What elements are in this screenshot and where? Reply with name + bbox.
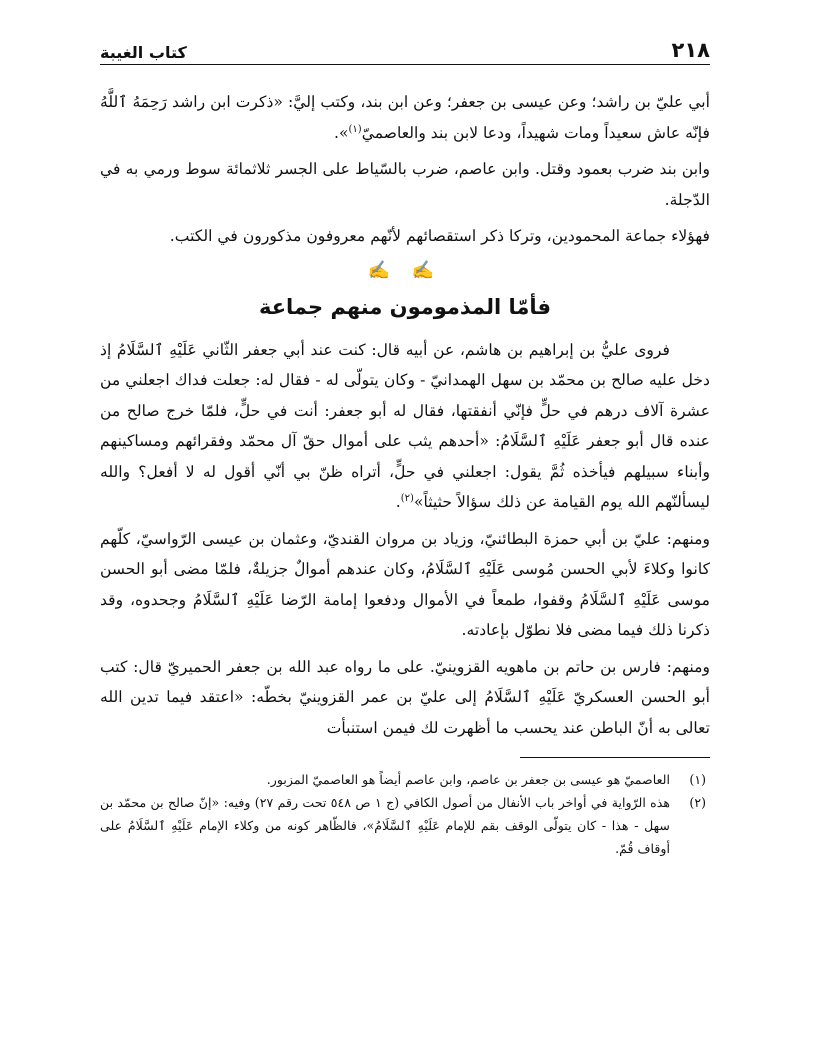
page-number: ٢١٨ xyxy=(671,38,710,62)
paragraph-3: فهؤلاء جماعة المحمودين، وتركا ذكر استقصائهم لأنّهم معروفون مذكورون في الكتب. xyxy=(169,227,710,245)
footnote-ref-1[interactable]: (١) xyxy=(348,123,362,135)
ornament-divider: ✍ ✍ xyxy=(367,259,443,281)
book-page xyxy=(100,28,710,1038)
footnote-text: العاصميّ هو عيسى بن جعفر بن عاصم، وابن عاصم أيضاً هو العاصميّ المزبور. xyxy=(266,772,670,787)
footnote-2 xyxy=(100,791,710,860)
paragraph-1-text: أبي عليّ بن راشد؛ وعن عيسى بن جعفر؛ وعن ابن بند، وكتب إليَّ: «ذكرت ابن راشد رَحِمَهُ ٱللَّهُ فإنّه عاش سعيداً ومات شهيداً، ودعا لابن بند والعاصميّ xyxy=(100,93,710,142)
footnote-text: هذه الرّواية في أواخر باب الأنفال من أصول الكافي (ج ١ ص ٥٤٨ تحت رقم ٢٧) وفيه: «إنّ صالح بن محمّد بن سهل - هذا - كان يتولّى الوقف بقم للإمام عَلَيْهِ ٱلسَّلَامُ»، فالظّاهر كونه من وكلاء الإمام عَلَيْهِ ٱلسَّلَامُ على أوقاف قُمّ. xyxy=(100,795,671,856)
section-heading: فأمّا المذمومون منهم جماعة xyxy=(258,294,552,319)
page-header xyxy=(100,28,710,65)
footnote-1 xyxy=(100,768,710,791)
running-title: كتاب الغيبة xyxy=(100,43,187,62)
paragraph-2: وابن بند ضرب بعمود وقتل. وابن عاصم، ضرب بالسّياط على الجسر ثلاثمائة سوط ورمي به في الدّجلة. xyxy=(100,160,710,209)
footnote-ref-2[interactable]: (٢) xyxy=(400,492,414,504)
paragraph-1-tail: ». xyxy=(334,123,349,142)
paragraph-5: ومنهم: عليّ بن أبي حمزة البطائنيّ، وزياد بن مروان القنديّ، وعثمان بن عيسى الرّواسيّ، كلّهم كانوا وكلاءَ لأبي الحسن مُوسى عَلَيْهِ ٱلسَّلَامُ، وكان عندهم أموالٌ جزيلةٌ، فلمّا مضى أبو الحسن موسى عَلَيْهِ ٱلسَّلَامُ وقفوا، طمعاً في الأموال ودفعوا إمامة الرّضا عَلَيْهِ ٱلسَّلَامُ وجحدوه، وقد ذكرنا ذلك فيما مضى فلا نطوّل بإعادته. xyxy=(100,529,710,639)
footnote-number: (١) xyxy=(689,772,706,787)
footnotes xyxy=(100,768,710,860)
paragraph-4-text: فروى عليُّ بن إبراهيم بن هاشم، عن أبيه قال: كنت عند أبي جعفر الثّاني عَلَيْهِ ٱلسَّلَامُ إذ دخل عليه صالح بن محمّد بن سهل الهمدانيّ - وكان يتولّى له - فقال له: جعلت فداك اجعلني من عشرة آلاف درهم في حلٍّ فإنّي أنفقتها، فقال له أبو جعفر: أنت في حلٍّ، فلمّا خرج صالح من عنده قال أبو جعفر عَلَيْهِ ٱلسَّلَامُ: «أحدهم يثب على أموال حقّ آل محمّد وفقرائهم ومساكينهم وأبناء سبيلهم فيأخذه ثُمَّ يقول: اجعلني في حلٍّ، أتراه ظنّ بي أنّي أقول له لا أفعل؟ والله ليسألنّهم الله يوم القيامة عن ذلك سؤالاً حثيثاً» xyxy=(100,340,710,511)
paragraph-4 xyxy=(100,335,710,518)
paragraph-4-tail: . xyxy=(395,493,401,511)
footnote-number: (٢) xyxy=(689,795,706,810)
paragraph-6: ومنهم: فارس بن حاتم بن ماهويه القزوينيّ. على ما رواه عبد الله بن جعفر الحميريّ قال: كتب أبو الحسن العسكريّ عَلَيْهِ ٱلسَّلَامُ إلى عليّ بن عمر القزوينيّ بخطّه: «اعتقد فيما تدين الله تعالى به أنّ الباطن عند يحسب ما أظهرت لك فيمن استنبأت xyxy=(100,657,710,737)
paragraph-1 xyxy=(100,87,710,148)
footnote-divider xyxy=(520,757,710,758)
